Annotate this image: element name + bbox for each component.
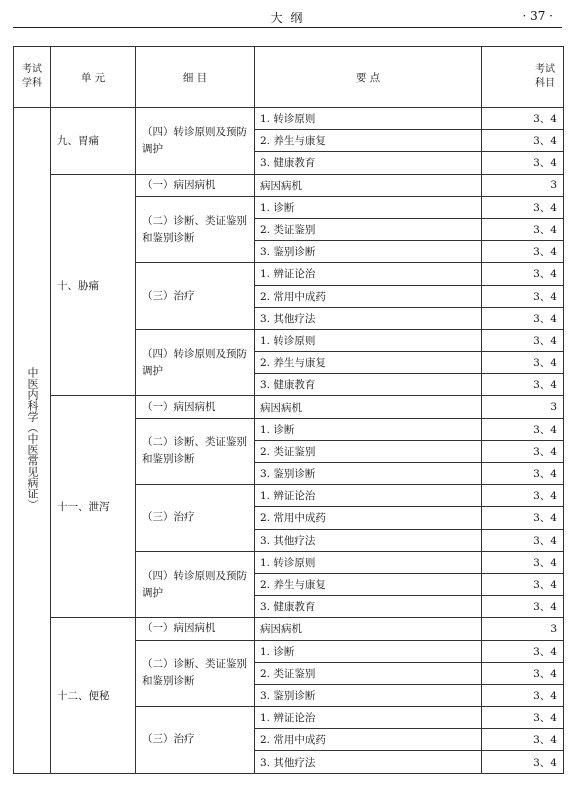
- point-text: 1. 转诊原则: [255, 108, 482, 130]
- point-level: 3、4: [482, 684, 564, 706]
- point-level: 3、4: [482, 729, 564, 751]
- page-header-title: 大 纲: [270, 11, 305, 25]
- point-text: 3. 其他疗法: [255, 307, 482, 329]
- detail-name: （一）病因病机: [136, 174, 255, 196]
- point-text: 3. 鉴别诊断: [255, 463, 482, 485]
- point-text: 1. 辨证论治: [255, 263, 482, 285]
- unit-name: 十二、便秘: [51, 618, 136, 773]
- table-body: [14, 108, 564, 774]
- point-level: 3、4: [482, 573, 564, 595]
- point-text: 2. 养生与康复: [255, 352, 482, 374]
- point-text: 3. 健康教育: [255, 596, 482, 618]
- point-level: 3、4: [482, 440, 564, 462]
- point-text: 3. 鉴别诊断: [255, 241, 482, 263]
- detail-name: （三）治疗: [136, 485, 255, 552]
- detail-name: （四）转诊原则及预防调护: [136, 329, 255, 396]
- detail-name: （三）治疗: [136, 707, 255, 774]
- point-text: 1. 转诊原则: [255, 551, 482, 573]
- point-text: 2. 类证鉴别: [255, 218, 482, 240]
- header-rule: [13, 27, 562, 28]
- point-level: 3、4: [482, 196, 564, 218]
- point-level: 3、4: [482, 463, 564, 485]
- point-level: 3: [482, 618, 564, 640]
- point-text: 病因病机: [255, 396, 482, 418]
- point-level: 3、4: [482, 485, 564, 507]
- point-level: 3、4: [482, 374, 564, 396]
- point-text: 1. 诊断: [255, 418, 482, 440]
- point-level: 3、4: [482, 307, 564, 329]
- detail-name: （一）病因病机: [136, 618, 255, 640]
- point-level: 3、4: [482, 529, 564, 551]
- unit-name: 十、胁痛: [51, 174, 136, 396]
- detail-name: （三）治疗: [136, 263, 255, 330]
- point-level: 3、4: [482, 707, 564, 729]
- point-text: 2. 常用中成药: [255, 507, 482, 529]
- subject-cell: [14, 108, 51, 774]
- point-text: 2. 常用中成药: [255, 285, 482, 307]
- point-text: 3. 健康教育: [255, 152, 482, 174]
- syllabus-table: [13, 46, 564, 774]
- subject-label: 中医内科学（中医常见病证）: [26, 367, 39, 511]
- point-level: 3、4: [482, 152, 564, 174]
- point-level: 3、4: [482, 218, 564, 240]
- point-text: 3. 鉴别诊断: [255, 684, 482, 706]
- point-level: 3: [482, 396, 564, 418]
- table-row: [14, 396, 564, 418]
- point-text: 1. 诊断: [255, 196, 482, 218]
- point-level: 3、4: [482, 596, 564, 618]
- detail-name: （四）转诊原则及预防调护: [136, 551, 255, 618]
- point-level: 3、4: [482, 640, 564, 662]
- point-text: 2. 类证鉴别: [255, 440, 482, 462]
- detail-name: （一）病因病机: [136, 396, 255, 418]
- header-unit: 单 元: [51, 47, 136, 108]
- page-number: · 37 ·: [522, 9, 553, 23]
- point-level: 3、4: [482, 108, 564, 130]
- point-text: 1. 辨证论治: [255, 707, 482, 729]
- point-text: 1. 辨证论治: [255, 485, 482, 507]
- point-text: 3. 其他疗法: [255, 529, 482, 551]
- point-text: 1. 诊断: [255, 640, 482, 662]
- point-text: 2. 养生与康复: [255, 573, 482, 595]
- point-text: 1. 转诊原则: [255, 329, 482, 351]
- point-level: 3、4: [482, 551, 564, 573]
- unit-name: 十一、泄泻: [51, 396, 136, 618]
- detail-name: （二）诊断、类证鉴别和鉴别诊断: [136, 640, 255, 707]
- unit-name: 九、胃痛: [51, 108, 136, 175]
- point-level: 3、4: [482, 130, 564, 152]
- table-row: [14, 618, 564, 640]
- point-level: 3、4: [482, 352, 564, 374]
- table-row: [14, 174, 564, 196]
- detail-name: （四）转诊原则及预防调护: [136, 108, 255, 175]
- point-text: 2. 养生与康复: [255, 130, 482, 152]
- detail-name: （二）诊断、类证鉴别和鉴别诊断: [136, 196, 255, 263]
- point-text: 2. 类证鉴别: [255, 662, 482, 684]
- header-detail: 细 目: [136, 47, 255, 108]
- detail-name: （二）诊断、类证鉴别和鉴别诊断: [136, 418, 255, 485]
- point-level: 3、4: [482, 662, 564, 684]
- point-level: 3、4: [482, 263, 564, 285]
- header-level: 考试科目: [482, 47, 564, 108]
- point-level: 3、4: [482, 241, 564, 263]
- point-level: 3、4: [482, 418, 564, 440]
- table-header-row: [14, 47, 564, 108]
- point-text: 3. 其他疗法: [255, 751, 482, 773]
- point-text: 病因病机: [255, 174, 482, 196]
- point-level: 3、4: [482, 751, 564, 773]
- header-subject: 考试学科: [14, 47, 51, 108]
- point-level: 3、4: [482, 329, 564, 351]
- point-level: 3: [482, 174, 564, 196]
- point-level: 3、4: [482, 285, 564, 307]
- point-text: 病因病机: [255, 618, 482, 640]
- point-text: 2. 常用中成药: [255, 729, 482, 751]
- table-row: [14, 108, 564, 130]
- point-text: 3. 健康教育: [255, 374, 482, 396]
- point-level: 3、4: [482, 507, 564, 529]
- header-points: 要 点: [255, 47, 482, 108]
